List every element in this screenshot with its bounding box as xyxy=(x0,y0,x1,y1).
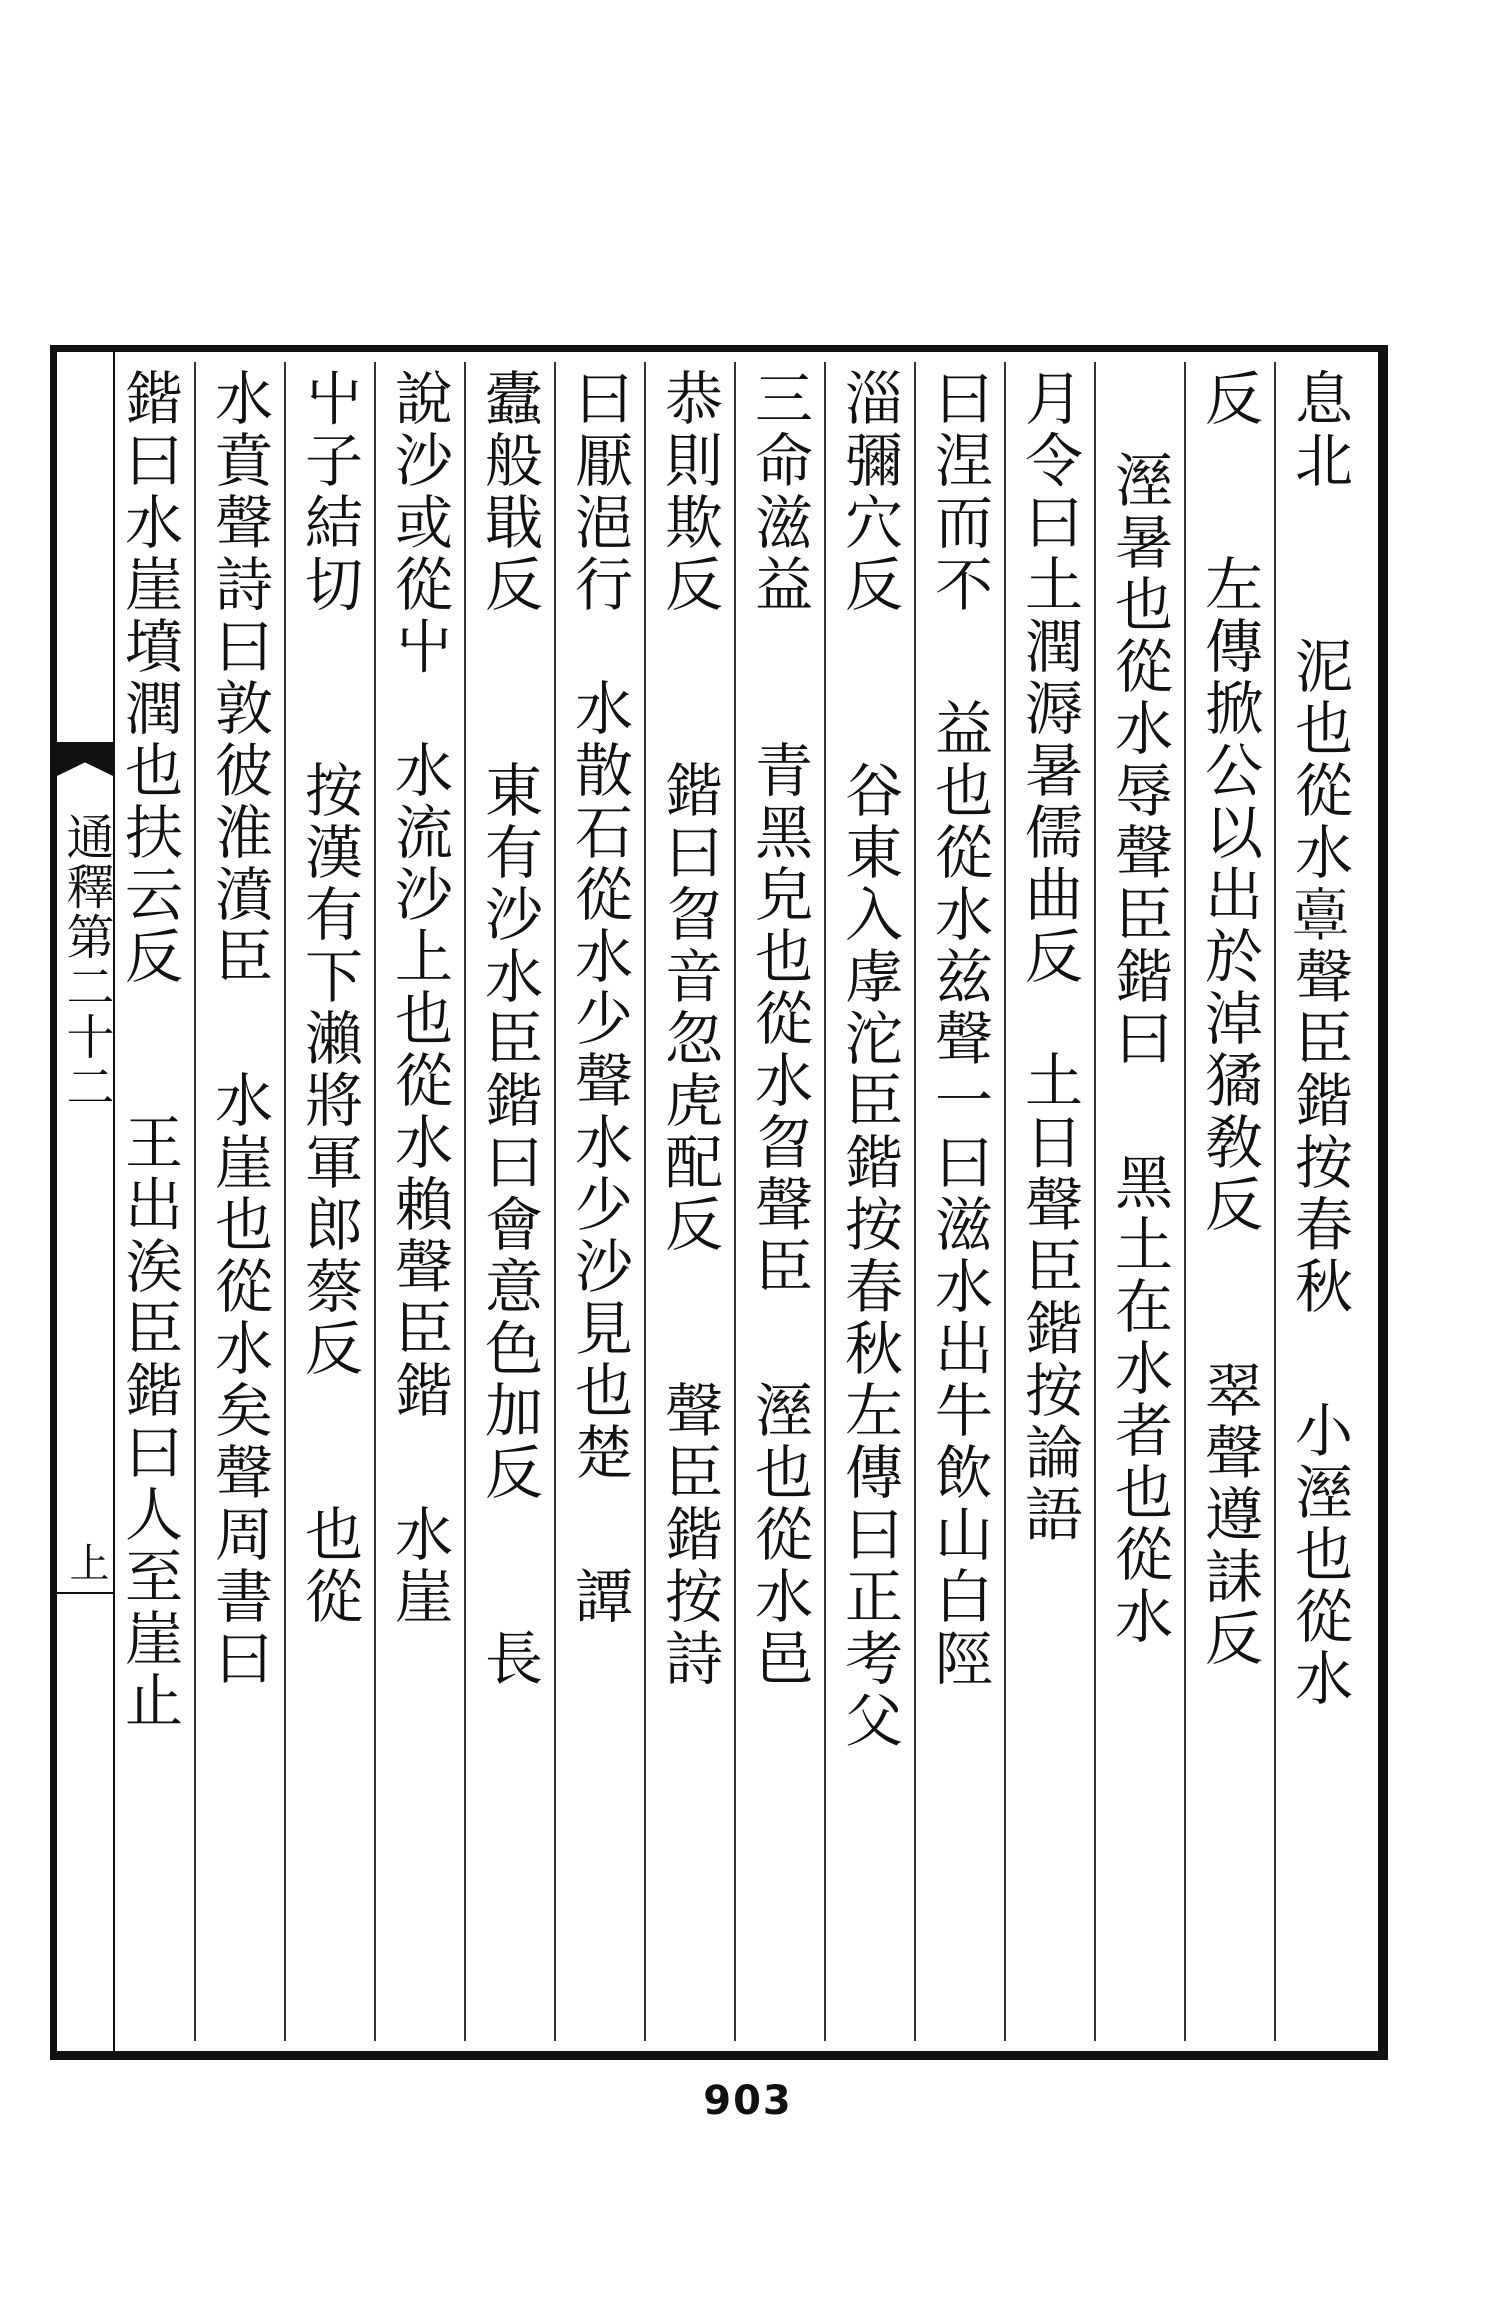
column-text: 淄彌穴反 xyxy=(835,368,903,678)
margin-leaf-mark: 上 xyxy=(63,1542,109,1582)
seal-script-glyph xyxy=(473,678,545,760)
seal-script-glyph xyxy=(923,616,995,698)
column-text: 屮子結切 xyxy=(295,368,363,678)
text-column xyxy=(644,362,734,2041)
column-text: 蠹般戢反 xyxy=(475,368,543,678)
column-text: 益也從水兹聲一曰滋水出牛飲山白陘 xyxy=(925,698,993,1690)
column-text: 反 左傳掀公以出於淖獝敎反 翠聲遵誄反 xyxy=(1195,368,1263,1670)
column-text: 說沙或從屮 水流沙上也從水賴聲臣鍇 xyxy=(385,368,453,1422)
text-column xyxy=(1274,362,1364,2041)
seal-script-glyph xyxy=(1103,368,1175,450)
column-text: 按漢有下瀨將軍郎蔡反 也從 xyxy=(295,760,363,1628)
seal-script-glyph xyxy=(383,1422,455,1504)
column-text: 鍇曰曶音忽虎配反 聲臣鍇按詩 xyxy=(655,760,723,1690)
seal-script-glyph xyxy=(743,1298,815,1380)
column-text: 水崖 xyxy=(385,1504,453,1628)
seal-script-glyph xyxy=(1103,1070,1175,1152)
column-text: 溼也從水邑 xyxy=(745,1380,813,1690)
text-column xyxy=(194,362,284,2041)
column-text: 恭則欺反 xyxy=(655,368,723,678)
column-text: 鍇曰水崖墳潤也扶云反 王出涘臣鍇曰人至崖止 xyxy=(115,368,183,1732)
text-column xyxy=(914,362,1004,2041)
text-column xyxy=(734,362,824,2041)
column-text: 小溼也從水 xyxy=(1285,1400,1353,1710)
seal-script-glyph xyxy=(563,1484,635,1566)
column-text: 曰涅而不 xyxy=(925,368,993,616)
page-number: 903 xyxy=(703,2078,793,2124)
column-text: 月令曰土潤溽暑儒曲反 土日聲臣鍇按論語 xyxy=(1015,368,1083,1546)
page-frame xyxy=(50,345,1388,2060)
seal-script-glyph xyxy=(653,678,725,760)
column-text: 泥也從水𩫏聲臣鍇按春秋 xyxy=(1285,636,1353,1318)
text-column xyxy=(1184,362,1274,2041)
column-text: 水賁聲詩曰敦彼淮濆臣 xyxy=(205,368,273,988)
seal-script-glyph xyxy=(293,678,365,760)
column-text: 水崖也從水矣聲周書曰 xyxy=(205,1070,273,1690)
seal-script-glyph xyxy=(1283,1318,1355,1400)
text-column xyxy=(284,362,374,2041)
column-text: 溼暑也從水辱聲臣鍇曰 xyxy=(1105,450,1173,1070)
column-text: 三命滋益 青黑皃也從水曶聲臣 xyxy=(745,368,813,1298)
column-text: 譚 xyxy=(565,1566,633,1628)
column-text: 息北 xyxy=(1285,368,1353,554)
column-text: 曰厭浥行 水散石從水少聲水少沙見也楚 xyxy=(565,368,633,1484)
text-column xyxy=(554,362,644,2041)
text-column xyxy=(374,362,464,2041)
text-column xyxy=(104,362,194,2041)
text-column xyxy=(824,362,914,2041)
text-columns xyxy=(71,362,1364,2041)
margin-title: 通釋第二十二 xyxy=(58,812,114,1112)
seal-script-glyph xyxy=(833,678,905,760)
column-text: 黑土在水者也從水 xyxy=(1105,1152,1173,1648)
text-column xyxy=(1004,362,1094,2041)
column-text: 東有沙水臣鍇曰會意色加反 長 xyxy=(475,760,543,1690)
text-column xyxy=(464,362,554,2041)
seal-script-glyph xyxy=(1283,554,1355,636)
column-text: 谷東入虖沱臣鍇按春秋左傳曰正考父 xyxy=(835,760,903,1752)
text-column xyxy=(1094,362,1184,2041)
seal-script-glyph xyxy=(203,988,275,1070)
